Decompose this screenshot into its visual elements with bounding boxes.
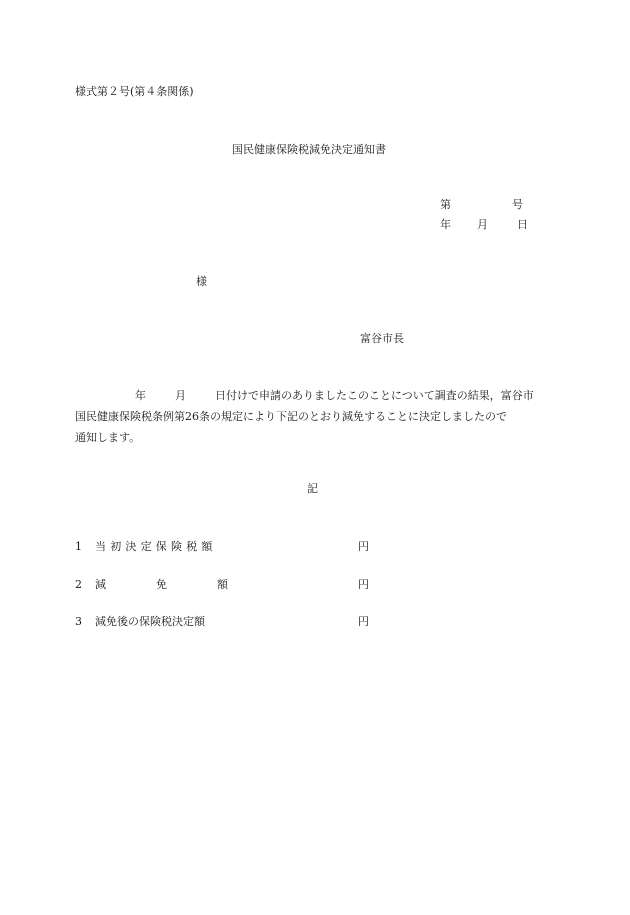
item-label: 当初決定保険税額 xyxy=(95,540,217,553)
list-item xyxy=(75,540,369,554)
document-title: 国民健康保険税減免決定通知書 xyxy=(232,143,386,156)
recipient-honorific: 様 xyxy=(196,275,207,288)
item-number: 2 xyxy=(75,578,82,591)
item-unit: 円 xyxy=(358,615,369,628)
item-label: 減免後の保険税決定額 xyxy=(95,615,205,628)
item-label: 減免額 xyxy=(95,578,278,591)
notice-body xyxy=(75,385,555,448)
reference-number-suffix: 号 xyxy=(512,198,523,211)
issue-date xyxy=(440,218,528,232)
notice-body-line-3: 通知します。 xyxy=(75,431,141,444)
form-number: 様式第２号(第４条関係) xyxy=(75,85,194,98)
notice-body-line-1 xyxy=(75,385,555,406)
reference-number xyxy=(440,198,523,212)
item-unit: 円 xyxy=(358,540,369,553)
issuer-name: 富谷市長 xyxy=(360,332,404,345)
body-year: 年 xyxy=(135,389,146,402)
body-month: 月 xyxy=(175,389,186,402)
item-number: 1 xyxy=(75,540,82,553)
item-number: 3 xyxy=(75,615,82,628)
list-item xyxy=(75,615,369,629)
body-line-1-text: 日付けで申請のありましたこのことについて調査の結果，富谷市 xyxy=(215,389,534,402)
issue-date-month: 月 xyxy=(477,218,488,231)
list-item xyxy=(75,578,369,592)
ki-heading: 記 xyxy=(307,482,318,495)
issue-date-day: 日 xyxy=(517,218,528,231)
item-unit: 円 xyxy=(358,578,369,591)
reference-number-prefix: 第 xyxy=(440,198,451,211)
notice-body-line-2: 国民健康保険税条例第26条の規定により下記のとおり減免することに決定しましたので xyxy=(75,410,507,423)
issue-date-year: 年 xyxy=(440,218,451,231)
